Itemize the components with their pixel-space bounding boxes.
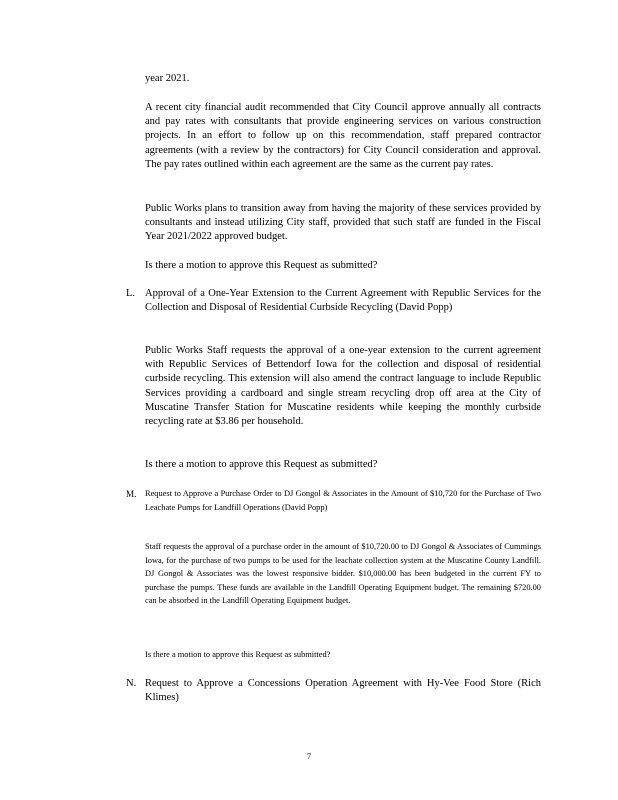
item-title-m: Request to Approve a Purchase Order to DJ Gongol & Associates in the Amount of $10,720 for the Purchase of Two Leachate Pumps for Landfill Operations (David Popp) — [145, 489, 541, 512]
item-body-m: Staff requests the approval of a purchase order in the amount of $10,720.00 to DJ Gongol & Associates of Cummings Iowa, for the purchase of two pumps to be used for the leachate collection system at the Muscatine County Landfill. DJ Gongol & Associates was the lowest responsive bidder. $10,000.00 has been budgeted in the current FY to purchase the pumps. These funds are available in the Landfill Operating Equipment budget. The remaining $720.00 can be absorbed in the Landfill Operating Equipment budget. — [145, 542, 541, 606]
item-letter-l: L. — [126, 288, 136, 299]
page-number: 7 — [306, 751, 312, 761]
paragraph-year: year 2021. — [145, 73, 190, 84]
paragraph-audit: A recent city financial audit recommended that City Council approve annually all contracts and pay rates with consultants that provide engineering services on various construction projects. In an effort to follow up on this recommendation, staff prepared contractor agreements (with a review by the contractors) for City Council consideration and approval. The pay rates outlined within each agreement are the same as the current pay rates. — [145, 102, 541, 170]
item-body-l: Public Works Staff requests the approval of a one-year extension to the current agreement with Republic Services of Bettendorf Iowa for the collection and disposal of residential curbside recycling. This extension will also amend the contract language to include Republic Services providing a cardboard and single stream recycling drop off area at the City of Muscatine Transfer Station for Muscatine residents while keeping the monthly curbside recycling rate at $3.86 per household. — [145, 345, 541, 428]
paragraph-transition: Public Works plans to transition away from having the majority of these services provided by consultants and instead utilizing City staff, provided that such staff are funded in the Fiscal Year 2021/2022 approved budget. — [145, 203, 541, 243]
item-letter-m: M. — [126, 489, 137, 499]
item-title-l: Approval of a One-Year Extension to the Current Agreement with Republic Services for the Collection and Disposal of Residential Curbside Recycling (David Popp) — [145, 288, 541, 314]
item-motion-m: Is there a motion to approve this Request as submitted? — [145, 650, 331, 659]
item-title-n: Request to Approve a Concessions Operation Agreement with Hy-Vee Food Store (Rich Klimes) — [145, 678, 541, 704]
motion-text: Is there a motion to approve this Request as submitted? — [145, 260, 378, 271]
item-motion-l: Is there a motion to approve this Request as submitted? — [145, 459, 378, 470]
item-letter-n: N. — [126, 678, 137, 689]
